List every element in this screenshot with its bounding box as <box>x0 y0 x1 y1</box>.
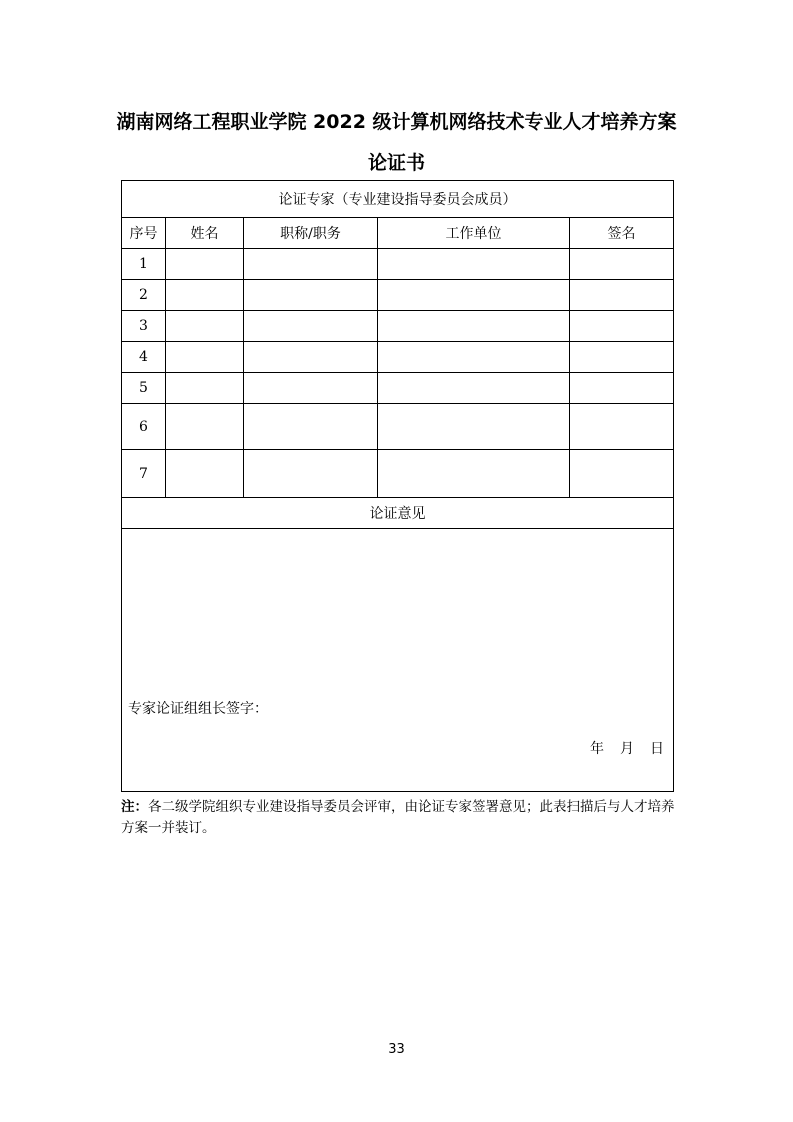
column-header-signature: 签名 <box>570 218 674 249</box>
note-prefix: 注： <box>121 799 148 815</box>
table-row <box>122 280 674 311</box>
title-cell[interactable] <box>244 311 378 342</box>
table-row <box>122 342 674 373</box>
opinion-area[interactable] <box>122 529 674 792</box>
table-row <box>122 311 674 342</box>
row-index: 7 <box>122 450 166 498</box>
signature-cell[interactable] <box>570 373 674 404</box>
date-label: 年 月 日 <box>590 741 666 757</box>
row-index: 4 <box>122 342 166 373</box>
employer-cell[interactable] <box>378 311 570 342</box>
leader-signature-label: 专家论证组组长签字： <box>128 701 268 717</box>
signature-cell[interactable] <box>570 450 674 498</box>
employer-cell[interactable] <box>378 249 570 280</box>
signature-cell[interactable] <box>570 249 674 280</box>
page-number: 33 <box>388 1042 405 1057</box>
employer-cell[interactable] <box>378 373 570 404</box>
table-row <box>122 404 674 450</box>
row-index: 3 <box>122 311 166 342</box>
employer-cell[interactable] <box>378 342 570 373</box>
signature-cell[interactable] <box>570 342 674 373</box>
title-cell[interactable] <box>244 404 378 450</box>
column-header-index: 序号 <box>122 218 166 249</box>
table-row <box>122 450 674 498</box>
column-header-employer: 工作单位 <box>378 218 570 249</box>
name-cell[interactable] <box>166 373 244 404</box>
table-row <box>122 249 674 280</box>
employer-cell[interactable] <box>378 404 570 450</box>
table-row <box>122 373 674 404</box>
name-cell[interactable] <box>166 450 244 498</box>
title-cell[interactable] <box>244 249 378 280</box>
name-cell[interactable] <box>166 311 244 342</box>
title-cell[interactable] <box>244 342 378 373</box>
opinion-header: 论证意见 <box>122 498 674 529</box>
signature-cell[interactable] <box>570 404 674 450</box>
note-text: 各二级学院组织专业建设指导委员会评审，由论证专家签署意见；此表扫描后与人才培养方案一并装订。 <box>121 799 675 836</box>
document-subtitle: 论证书 <box>367 152 425 174</box>
signature-cell[interactable] <box>570 311 674 342</box>
row-index: 2 <box>122 280 166 311</box>
name-cell[interactable] <box>166 280 244 311</box>
signature-cell[interactable] <box>570 280 674 311</box>
title-cell[interactable] <box>244 373 378 404</box>
experts-header: 论证专家（专业建设指导委员会成员） <box>122 181 674 218</box>
row-index: 1 <box>122 249 166 280</box>
name-cell[interactable] <box>166 342 244 373</box>
document-title: 湖南网络工程职业学院 2022 级计算机网络技术专业人才培养方案 <box>116 111 677 133</box>
employer-cell[interactable] <box>378 450 570 498</box>
name-cell[interactable] <box>166 404 244 450</box>
title-cell[interactable] <box>244 280 378 311</box>
name-cell[interactable] <box>166 249 244 280</box>
column-header-title: 职称/职务 <box>244 218 378 249</box>
certification-table <box>121 180 674 792</box>
column-header-name: 姓名 <box>166 218 244 249</box>
row-index: 5 <box>122 373 166 404</box>
employer-cell[interactable] <box>378 280 570 311</box>
footnote <box>121 797 677 839</box>
row-index: 6 <box>122 404 166 450</box>
title-cell[interactable] <box>244 450 378 498</box>
